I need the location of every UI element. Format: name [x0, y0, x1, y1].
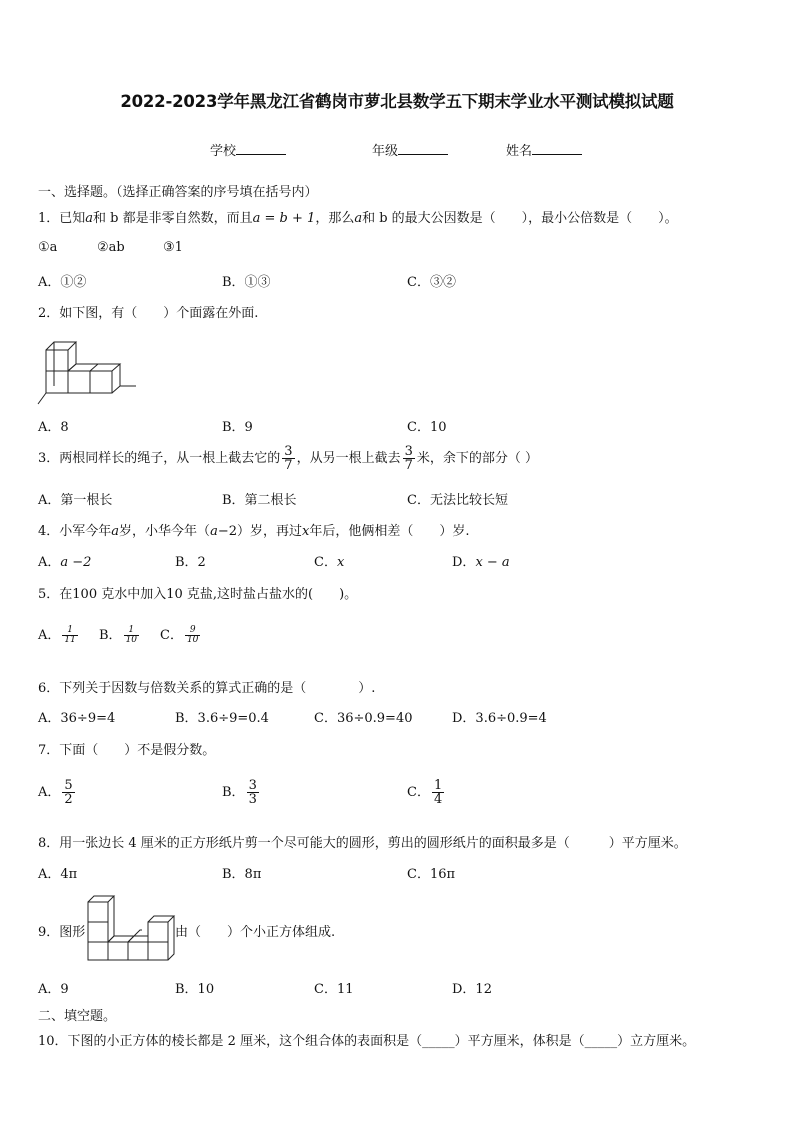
- q3-text-1: 3．两根同样长的绳子，从一根上截去它的: [38, 451, 281, 466]
- grade-field: [372, 140, 448, 159]
- q2-choice-a[interactable]: A．8: [38, 420, 69, 435]
- q8-choice-c[interactable]: C．16π: [407, 867, 456, 882]
- q4-var-a: a: [111, 524, 120, 539]
- q1-option-3: ③1: [163, 240, 183, 255]
- q3-fraction-2: $\frac{3}{7}$: [404, 444, 413, 473]
- question-10: 10．下图的小正方体的棱长都是 2 厘米，这个组合体的表面积是（_____）平方厘米，体积是（_____）立方厘米。: [38, 1034, 696, 1049]
- q5-choice-c[interactable]: C． $\frac{9}{10}$: [160, 625, 199, 645]
- q4-text-4: 年后，他俩相差（ ）岁.: [309, 524, 470, 539]
- q9-choice-b[interactable]: B．10: [175, 982, 215, 997]
- q4-var-x: x: [302, 524, 310, 539]
- q1-equation: a = b + 1: [252, 211, 316, 226]
- q4-choice-c[interactable]: C．x: [314, 555, 345, 570]
- question-9-suffix: 由（ ）个小正方体组成.: [175, 925, 336, 940]
- q7-choice-a[interactable]: A． $\frac{5}{2}$: [38, 778, 73, 807]
- q3-choice-c[interactable]: C．无法比较长短: [407, 493, 508, 508]
- q3-fraction-1: $\frac{3}{7}$: [284, 444, 293, 473]
- q2-choice-b[interactable]: B．9: [222, 420, 253, 435]
- q1-option-1: ①a: [38, 240, 58, 255]
- q9-choice-d[interactable]: D．12: [452, 982, 492, 997]
- q8-choice-b[interactable]: B．8π: [222, 867, 262, 882]
- q1-text-3: ，那么: [315, 211, 355, 226]
- q3-choice-b[interactable]: B．第二根长: [222, 493, 297, 508]
- question-3: [38, 443, 538, 475]
- q3-text-2: ，从另一根上截去: [296, 451, 401, 466]
- q7-choice-c[interactable]: C． $\frac{1}{4}$: [407, 778, 443, 807]
- q5-choice-a[interactable]: A． $\frac{1}{11}$: [38, 625, 76, 645]
- q4-choice-b[interactable]: B．2: [175, 555, 206, 570]
- question-4: [38, 520, 469, 539]
- q6-choice-c[interactable]: C．36÷0.9=40: [314, 711, 413, 726]
- q3-choice-a[interactable]: A．第一根长: [38, 493, 113, 508]
- q1-text-4: 和 b 的最大公因数是（ ），最小公倍数是（ ）。: [362, 211, 678, 226]
- question-8: 8．用一张边长 4 厘米的正方形纸片剪一个尽可能大的圆形，剪出的圆形纸片的面积最多是（ ）平方厘米。: [38, 836, 687, 851]
- q2-cube-figure: [36, 338, 140, 408]
- school-blank: [236, 142, 286, 155]
- question-9-prefix: 9．图形: [38, 925, 86, 940]
- q9-cube-figure: [84, 892, 176, 962]
- q1-option-2: ②ab: [97, 240, 125, 255]
- school-label: 学校: [210, 144, 237, 159]
- grade-label: 年级: [372, 144, 399, 159]
- q1-text-1: 1．已知: [38, 211, 86, 226]
- page-title: 2022-2023学年黑龙江省鹤岗市萝北县数学五下期末学业水平测试模拟试题: [120, 92, 674, 111]
- q1-choice-c[interactable]: C．③②: [407, 275, 456, 290]
- section-1-heading: 一、选择题。（选择正确答案的序号填在括号内）: [38, 185, 318, 200]
- q1-var-a: a: [85, 211, 94, 226]
- question-7: 7．下面（ ）不是假分数。: [38, 743, 216, 758]
- q5-choice-b[interactable]: B． $\frac{1}{10}$: [99, 625, 138, 645]
- section-2-heading: 二、填空题。: [38, 1009, 117, 1024]
- question-1: [38, 207, 678, 226]
- school-field: [210, 140, 286, 159]
- question-2: 2．如下图，有（ ）个面露在外面.: [38, 306, 259, 321]
- grade-blank: [398, 142, 448, 155]
- q1-var-a-2: a: [354, 211, 363, 226]
- q9-choice-a[interactable]: A．9: [38, 982, 69, 997]
- q3-text-3: 米，余下的部分（ ）: [416, 451, 538, 466]
- q6-choice-d[interactable]: D．3.6÷0.9=4: [452, 711, 547, 726]
- q1-choice-a[interactable]: A．①②: [38, 275, 87, 290]
- q7-choice-b[interactable]: B． $\frac{3}{3}$: [222, 778, 257, 807]
- q2-choice-c[interactable]: C．10: [407, 420, 447, 435]
- q4-text-1: 4．小军今年: [38, 524, 112, 539]
- name-field: [506, 140, 582, 159]
- q6-choice-b[interactable]: B．3.6÷9=0.4: [175, 711, 269, 726]
- question-6: 6．下列关于因数与倍数关系的算式正确的是（ ）.: [38, 681, 376, 696]
- q4-text-3: −2）岁，再过: [217, 524, 302, 539]
- q1-choice-b[interactable]: B．①③: [222, 275, 271, 290]
- q4-text-2: 岁，小华今年（: [119, 524, 211, 539]
- name-label: 姓名: [506, 144, 533, 159]
- q4-choice-a[interactable]: A．a −2: [38, 555, 92, 570]
- q8-choice-a[interactable]: A．4π: [38, 867, 78, 882]
- question-5: 5．在100 克水中加入10 克盐,这时盐占盐水的( )。: [38, 587, 358, 602]
- q1-text-2: 和 b 都是非零自然数，而且: [93, 211, 253, 226]
- name-blank: [532, 142, 582, 155]
- q4-choice-d[interactable]: D．x − a: [452, 555, 510, 570]
- q6-choice-a[interactable]: A．36÷9=4: [38, 711, 116, 726]
- q9-choice-c[interactable]: C．11: [314, 982, 354, 997]
- q4-var-a-2: a: [210, 524, 218, 539]
